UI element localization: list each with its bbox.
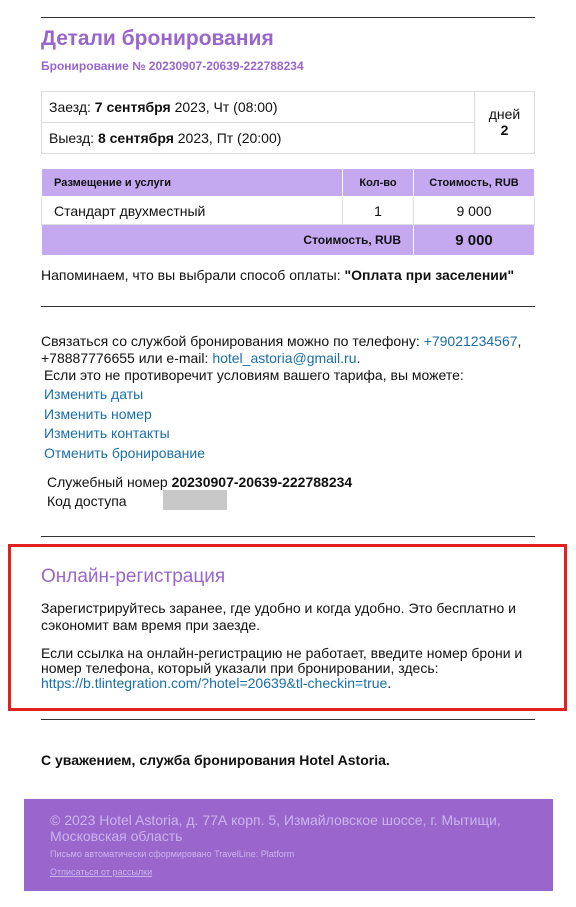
- divider: [41, 719, 535, 720]
- service-name: Стандарт двухместный: [42, 197, 343, 225]
- contact-text-3: .: [356, 350, 361, 366]
- days-count: [474, 92, 534, 153]
- divider: [41, 306, 535, 307]
- access-code: [47, 493, 127, 509]
- checkin-date: 7 сентября: [94, 99, 171, 115]
- days-label: дней: [488, 106, 521, 122]
- service-number-value: 20230907-20639-222788234: [171, 474, 353, 490]
- change-room-link[interactable]: Изменить номер: [44, 405, 152, 422]
- booking-actions: [44, 385, 205, 463]
- service-number-label: Служебный номер: [47, 474, 172, 490]
- total-label: Стоимость, RUB: [42, 225, 414, 256]
- page-title: Детали бронирования: [41, 27, 274, 50]
- table-row: [42, 197, 535, 225]
- contact-text: Связаться со службой бронирования можно по телефону:: [41, 333, 424, 349]
- checkout-row: [42, 123, 474, 154]
- footer-auto-note: Письмо автоматически сформировано TravelLine: Platform: [50, 849, 295, 859]
- services-table: [41, 168, 535, 256]
- service-cost: 9 000: [414, 197, 535, 225]
- checkin-rest: 2023, Чт (08:00): [174, 99, 278, 115]
- registration-instructions: [41, 646, 531, 691]
- link-suffix: .: [387, 675, 392, 691]
- registration-text: Зарегистрируйтесь заранее, где удобно и когда удобно. Это бесплатно и сэкономит вам время при заезде.: [41, 600, 516, 633]
- footer-address: © 2023 Hotel Astoria, д. 77А корп. 5, Измайловское шоссе, г. Мытищи, Московская область: [50, 812, 501, 844]
- payment-method: "Оплата при заселении": [344, 267, 515, 283]
- col-header-services: Размещение и услуги: [42, 169, 343, 197]
- change-contacts-link[interactable]: Изменить контакты: [44, 425, 170, 441]
- checkout-date: 8 сентября: [97, 130, 174, 146]
- divider: [41, 536, 535, 537]
- phone-link[interactable]: +79021234567: [423, 333, 518, 349]
- contact-info: [41, 333, 535, 367]
- registration-title: Онлайн-регистрация: [41, 566, 226, 587]
- checkout-label: Выезд:: [49, 130, 95, 146]
- services-header-row: [42, 169, 535, 197]
- checkin-label: Заезд:: [49, 99, 91, 115]
- tariff-note: Если это не противоречит условиям вашего тарифа, вы можете:: [44, 367, 464, 383]
- change-dates-link[interactable]: Изменить даты: [44, 386, 144, 402]
- email-link[interactable]: hotel_astoria@gmail.ru: [212, 350, 357, 366]
- total-value: 9 000: [414, 225, 535, 256]
- dates-box: [41, 91, 535, 154]
- checkout-rest: 2023, Пт (20:00): [177, 130, 282, 146]
- total-row: [42, 225, 535, 256]
- contact-text-2: , +78887776655 или e-mail:: [41, 333, 522, 366]
- footer: [24, 799, 553, 891]
- service-number: [47, 474, 352, 490]
- booking-number: Бронирование № 20230907-20639-222788234: [41, 59, 304, 73]
- payment-text: Напоминаем, что вы выбрали способ оплаты:: [41, 267, 345, 283]
- access-code-redacted: [163, 490, 227, 510]
- days-value: 2: [500, 122, 509, 138]
- unsubscribe-link[interactable]: Отписаться от рассылки: [50, 867, 153, 877]
- payment-reminder: [41, 267, 514, 283]
- cancel-booking-link[interactable]: Отменить бронирование: [44, 444, 205, 461]
- closing-regards: С уважением, служба бронирования Hotel Astoria.: [41, 752, 390, 768]
- col-header-qty: Кол-во: [343, 169, 414, 197]
- col-header-cost: Стоимость, RUB: [414, 169, 535, 197]
- service-qty: 1: [343, 197, 414, 225]
- checkin-link[interactable]: https://b.tlintegration.com/?hotel=20639&tl-checkin=true: [41, 675, 388, 691]
- checkin-row: [42, 92, 474, 123]
- top-divider: [41, 17, 535, 18]
- access-code-label: Код доступа: [47, 493, 127, 509]
- registration-instructions-text: Если ссылка на онлайн-регистрацию не работает, введите номер брони и номер телефона, который указали при бронировании, здесь:: [41, 645, 523, 676]
